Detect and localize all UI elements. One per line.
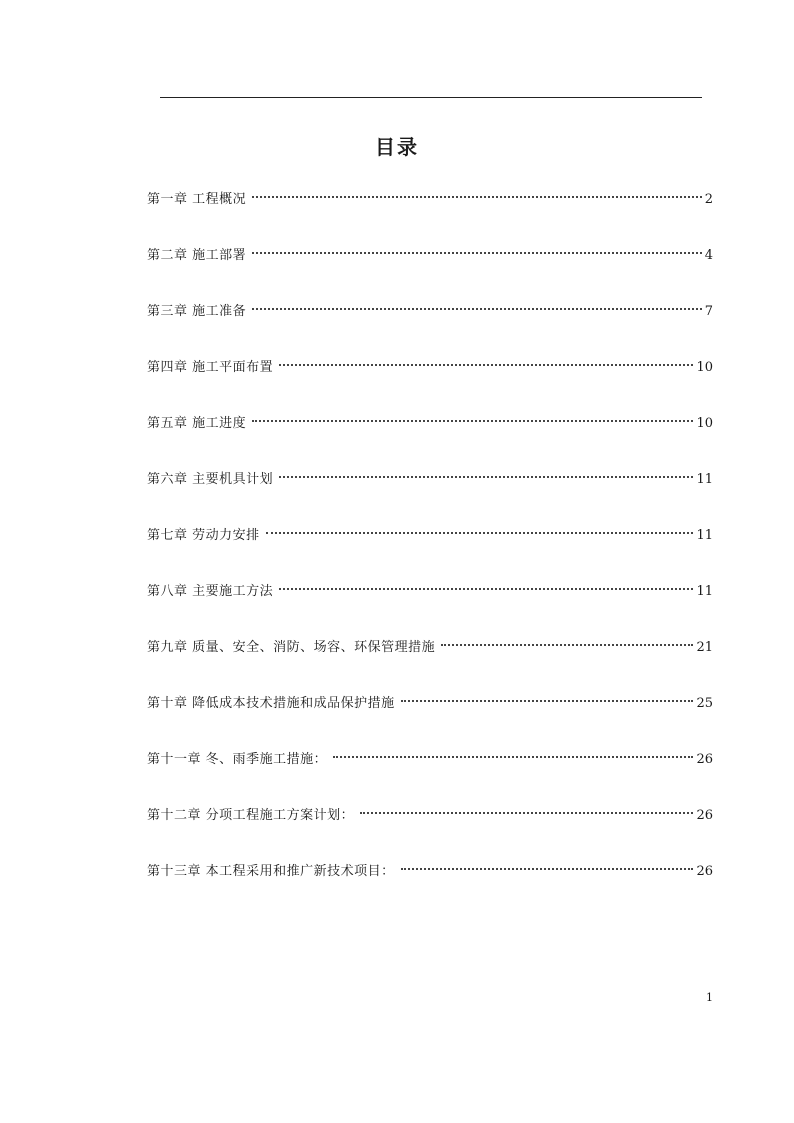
toc-entry[interactable]: [147, 414, 713, 470]
toc-entry-label: 第十三章 本工程采用和推广新技术项目：: [147, 864, 395, 879]
toc-leader-dots: [252, 196, 702, 198]
toc-leader-dots: [279, 364, 693, 366]
toc-entry-page: 26: [696, 752, 713, 767]
toc-leader-dots: [252, 308, 702, 310]
toc-entry[interactable]: [147, 638, 713, 694]
toc-entry-page: 7: [704, 304, 713, 319]
toc-entry[interactable]: [147, 246, 713, 302]
toc-entry[interactable]: [147, 806, 713, 862]
toc-entry-label: 第五章 施工进度: [147, 416, 247, 431]
toc-entry-page: 4: [704, 248, 713, 263]
toc-entry[interactable]: [147, 694, 713, 750]
toc-leader-dots: [279, 476, 693, 478]
toc-leader-dots: [266, 532, 694, 534]
toc-entry-page: 21: [696, 640, 713, 655]
toc-entry-label: 第十二章 分项工程施工方案计划：: [147, 808, 355, 823]
toc-entry[interactable]: [147, 526, 713, 582]
header-rule: [160, 97, 702, 98]
toc-entry-label: 第一章 工程概况: [147, 192, 247, 207]
toc-entry-page: 26: [696, 864, 713, 879]
toc-entry[interactable]: [147, 582, 713, 638]
toc-entry-page: 10: [696, 416, 713, 431]
toc-entry-page: 26: [696, 808, 713, 823]
toc-leader-dots: [401, 868, 694, 870]
toc-entry-label: 第七章 劳动力安排: [147, 528, 260, 543]
toc-leader-dots: [333, 756, 693, 758]
toc-entry-page: 25: [696, 696, 713, 711]
toc-entry-label: 第九章 质量、安全、消防、场容、环保管理措施: [147, 640, 436, 655]
toc-entry[interactable]: [147, 862, 713, 918]
toc-entry-label: 第二章 施工部署: [147, 248, 247, 263]
toc-entry-page: 11: [696, 472, 713, 487]
toc-title: 目录: [375, 135, 419, 159]
toc-leader-dots: [252, 420, 693, 422]
toc-entry-label: 第八章 主要施工方法: [147, 584, 274, 599]
toc-list: [147, 190, 713, 918]
toc-entry[interactable]: [147, 302, 713, 358]
toc-entry-label: 第六章 主要机具计划: [147, 472, 274, 487]
toc-entry[interactable]: [147, 750, 713, 806]
toc-leader-dots: [360, 812, 693, 814]
toc-entry-label: 第四章 施工平面布置: [147, 360, 274, 375]
toc-leader-dots: [441, 644, 693, 646]
toc-entry-page: 11: [696, 528, 713, 543]
toc-entry[interactable]: [147, 358, 713, 414]
toc-entry[interactable]: [147, 470, 713, 526]
toc-entry-page: 2: [704, 192, 713, 207]
toc-entry-label: 第三章 施工准备: [147, 304, 247, 319]
toc-entry[interactable]: [147, 190, 713, 246]
toc-entry-page: 11: [696, 584, 713, 599]
page-number: 1: [706, 991, 713, 1004]
toc-entry-label: 第十一章 冬、雨季施工措施：: [147, 752, 328, 767]
toc-leader-dots: [279, 588, 693, 590]
toc-leader-dots: [401, 700, 694, 702]
toc-leader-dots: [252, 252, 702, 254]
toc-entry-page: 10: [696, 360, 713, 375]
toc-entry-label: 第十章 降低成本技术措施和成品保护措施: [147, 696, 395, 711]
